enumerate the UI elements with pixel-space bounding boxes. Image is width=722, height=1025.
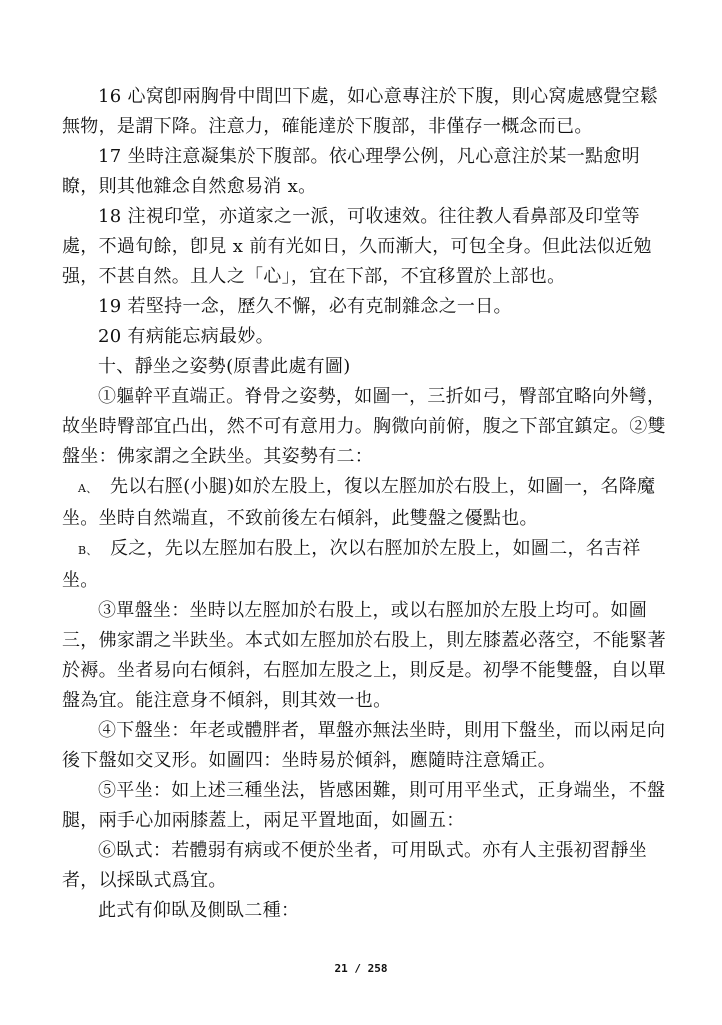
- document-body: [62, 82, 666, 926]
- paragraph-posture-4: ④下盤坐：年老或體胖者，單盤亦無法坐時，則用下盤坐，而以兩足向後下盤如交叉形。如圖四：坐時易於傾斜，應隨時注意矯正。: [62, 720, 666, 771]
- section-heading: 十、靜坐之姿勢(原書此處有圖): [98, 356, 351, 377]
- paragraph-19: 19 若堅持一念，歷久不懈，必有克制雜念之一日。: [98, 296, 512, 317]
- paragraph-17: 17 坐時注意凝集於下腹部。依心理學公例，凡心意注於某一點愈明瞭，則其他雜念自然愈易消 x。: [62, 146, 640, 197]
- item-marker-b: B、: [78, 544, 98, 557]
- item-text-b: 反之，先以左脛加右股上，次以右脛加於左股上，如圖二，名吉祥坐。: [62, 538, 641, 591]
- paragraph-16: 16 心窝卽兩胸骨中間凹下處，如心意專注於下腹，則心窝處感覺空鬆無物，是謂下降。注意力，確能達於下腹部，非僅存一概念而已。: [62, 86, 659, 137]
- item-text-a: 先以右脛(小腿)如於左股上，復以左脛加於右股上，如圖一，名降魔坐。坐時自然端直，不致前後左右傾斜，此雙盤之優點也。: [62, 476, 656, 529]
- paragraph-closing: 此式有仰臥及側臥二種：: [98, 900, 300, 921]
- paragraph-posture-6: ⑥臥式：若體弱有病或不便於坐者，可用臥式。亦有人主張初習靜坐者，以採臥式爲宜。: [62, 840, 647, 891]
- page-number: 21 / 258: [334, 962, 388, 975]
- paragraph-posture-3: ③單盤坐：坐時以左脛加於右股上，或以右脛加於左股上均可。如圖三，佛家謂之半趺坐。本式如左脛加於右股上，則左膝蓋必落空，不能緊著於褥。坐者易向右傾斜，右脛加左股之上，則反是。初學不能雙盤，自以單盤為宜。能注意身不傾斜，則其效一也。: [62, 600, 666, 711]
- paragraph-posture-1-2: ①軀幹平直端正。脊骨之姿勢，如圖一，三折如弓，臀部宜略向外彎，故坐時臀部宜凸出，然不可有意用力。胸微向前俯，腹之下部宜鎮定。②雙盤坐：佛家謂之全趺坐。其姿勢有二：: [62, 386, 666, 467]
- item-marker-a: A、: [78, 482, 98, 495]
- paragraph-item-a: [62, 472, 666, 534]
- paragraph-item-b: [62, 534, 666, 596]
- paragraph-20: 20 有病能忘病最妙。: [98, 326, 274, 347]
- paragraph-posture-5: ⑤平坐：如上述三種坐法，皆感困難，則可用平坐式，正身端坐，不盤腿，兩手心加兩膝蓋上，兩足平置地面，如圖五：: [62, 780, 666, 831]
- paragraph-18: 18 注視印堂，亦道家之一派，可收速效。往往教人看鼻部及印堂等處，不過旬餘，卽見 x 前有光如日，久而漸大，可包全身。但此法似近勉强，不甚自然。且人之「心」，宜在下部，不宜移置於上部也。: [62, 206, 652, 287]
